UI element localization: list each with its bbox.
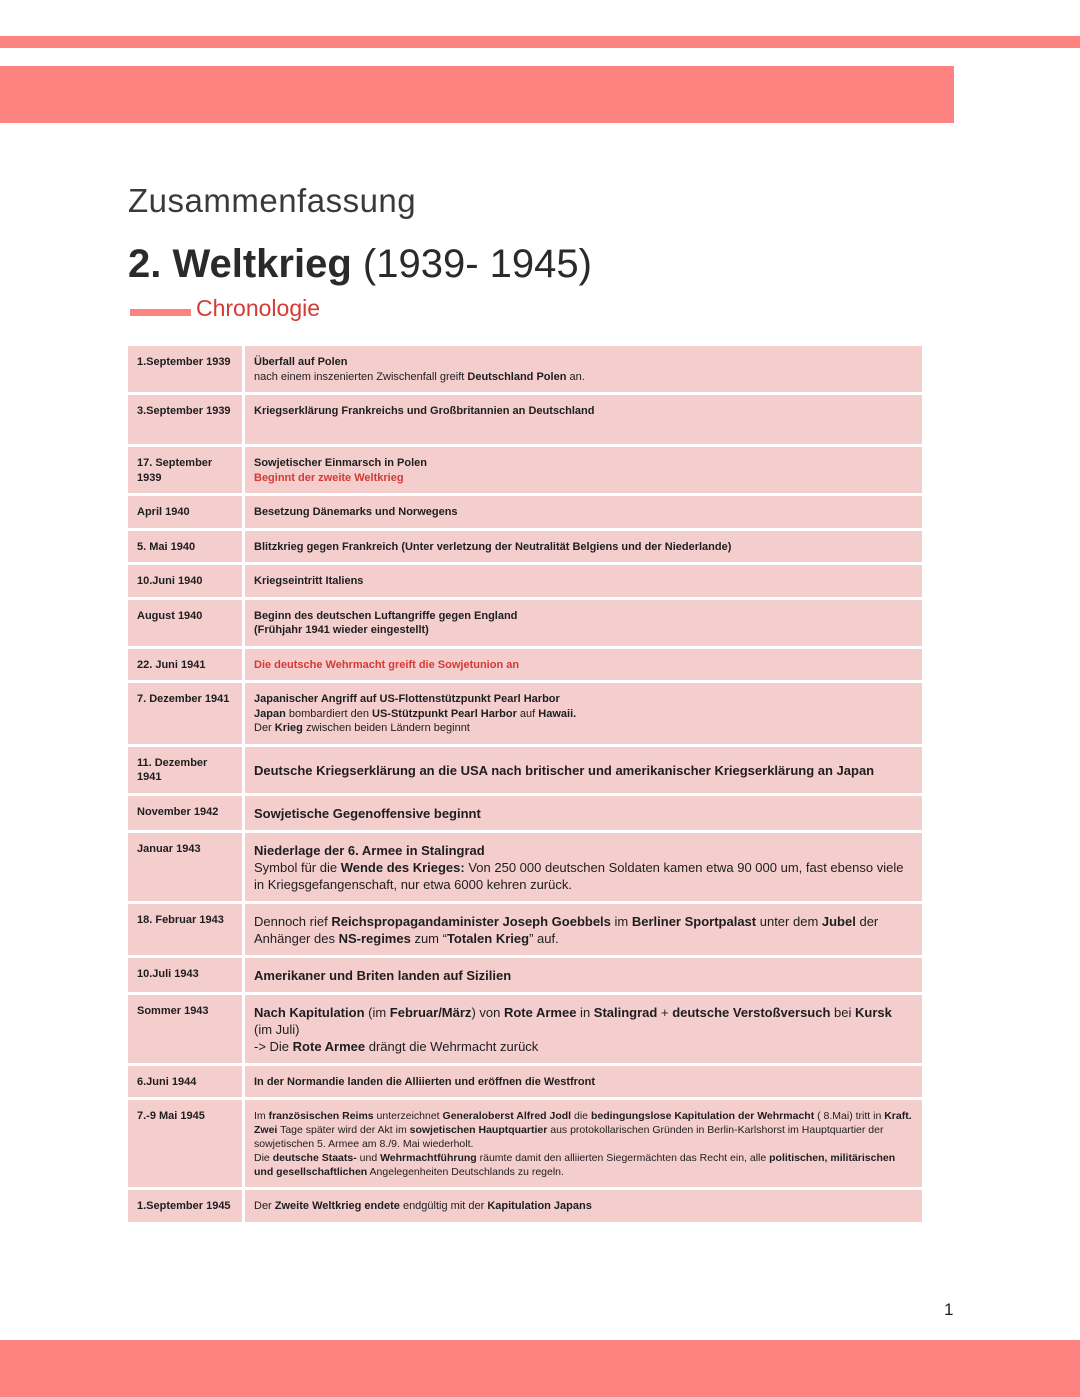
row-date: 7.-9 Mai 1945 — [128, 1100, 242, 1187]
event-text: Kursk — [855, 1004, 892, 1020]
row-event — [242, 600, 922, 646]
header-accent-line — [0, 36, 1080, 48]
chronology-table — [128, 343, 922, 1225]
row-date: 17. September 1939 — [128, 447, 242, 493]
row-date: 10.Juni 1940 — [128, 565, 242, 597]
event-text: Hawaii. — [538, 707, 577, 720]
row-date: April 1940 — [128, 496, 242, 528]
event-text: Zwei — [254, 1124, 278, 1136]
event-text: ) von — [471, 1004, 504, 1020]
row-event — [242, 1066, 922, 1098]
event-text: Februar/März — [389, 1004, 472, 1020]
section-accent-bar — [130, 309, 191, 316]
event-text: bedingungslose Kapitulation der Wehrmacht — [590, 1110, 815, 1122]
event-detail — [254, 1123, 913, 1151]
row-date: 18. Februar 1943 — [128, 904, 242, 955]
event-text: drängt die Wehrmacht zurück — [365, 1038, 539, 1054]
event-text: US-Stützpunkt Pearl Harbor — [372, 707, 517, 720]
event-text: räumte damit den alliierten Siegermächten das Recht ein, alle — [476, 1152, 770, 1164]
row-date: Januar 1943 — [128, 833, 242, 901]
event-text: Im — [254, 1110, 269, 1122]
event-title: Blitzkrieg gegen Frankreich (Unter verletzung der Neutralität Belgiens und der Niederlande) — [254, 540, 732, 553]
page-number: 1 — [944, 1300, 954, 1319]
event-detail — [254, 370, 913, 385]
event-text: Tage später wird der Akt im — [277, 1124, 410, 1136]
event-title: Deutsche Kriegserklärung an die USA nach britischer und amerikanischer Kriegserklärung an Japan — [254, 762, 875, 778]
event-text: ” auf. — [529, 930, 559, 946]
event-text: die — [571, 1110, 591, 1122]
event-text: bombardiert den — [285, 707, 373, 720]
event-text: zum “ — [410, 930, 447, 946]
event-detail: (Frühjahr 1941 wieder eingestellt) — [254, 624, 429, 636]
event-text: Kapitulation Japans — [487, 1200, 592, 1212]
table-row — [128, 1066, 922, 1098]
event-title: Niederlage der 6. Armee in Stalingrad — [254, 842, 485, 858]
row-event — [242, 958, 922, 992]
row-date: 10.Juli 1943 — [128, 958, 242, 992]
event-text: Dennoch rief — [254, 913, 332, 929]
event-text: -> Die — [254, 1038, 293, 1054]
event-text: deutsche Verstoßversuch — [672, 1004, 831, 1020]
event-text: bei — [830, 1004, 855, 1020]
header-band — [0, 66, 954, 123]
footer-band — [0, 1340, 1080, 1397]
event-title: Beginn des deutschen Luftangriffe gegen England — [254, 609, 518, 622]
row-date: 6.Juni 1944 — [128, 1066, 242, 1098]
row-event — [242, 447, 922, 493]
event-detail — [254, 1109, 913, 1123]
row-date: 11. Dezember 1941 — [128, 747, 242, 793]
event-text: ( 8.Mai) tritt in — [814, 1110, 885, 1122]
event-highlight: Beginnt der zweite Weltkrieg — [254, 471, 404, 484]
page-subtitle: Zusammenfassung — [128, 182, 417, 219]
event-text: NS-regimes — [338, 930, 411, 946]
event-text: Jubel — [821, 913, 856, 929]
event-text: Deutschland Polen — [467, 370, 567, 383]
table-row — [128, 683, 922, 744]
row-date: 7. Dezember 1941 — [128, 683, 242, 744]
row-date: August 1940 — [128, 600, 242, 646]
table-row — [128, 958, 922, 992]
event-text: der Anhänger des — [254, 913, 879, 946]
row-date: November 1942 — [128, 796, 242, 830]
row-event — [242, 683, 922, 744]
row-date: 22. Juni 1941 — [128, 649, 242, 681]
row-event — [242, 904, 922, 955]
event-detail — [254, 707, 913, 722]
event-title: In der Normandie landen die Alliierten und eröffnen die Westfront — [254, 1075, 596, 1088]
event-text: deutsche Staats- — [272, 1152, 357, 1164]
event-text: unterzeichnet — [373, 1110, 443, 1122]
event-text: Wende des Krieges: — [340, 859, 465, 875]
event-text: Kraft. — [884, 1110, 912, 1122]
event-title: Kriegserklärung Frankreichs und Großbritannien an Deutschland — [254, 405, 595, 417]
event-text: + — [657, 1004, 673, 1020]
table-row — [128, 346, 922, 392]
event-detail — [254, 721, 913, 736]
row-event — [242, 747, 922, 793]
event-detail — [254, 1151, 913, 1179]
row-event — [242, 995, 922, 1063]
title-main: 2. Weltkrieg — [128, 242, 352, 286]
table-row — [128, 531, 922, 563]
event-detail — [254, 1038, 913, 1055]
event-text: in — [576, 1004, 594, 1020]
event-text: nach einem inszenierten Zwischenfall greift — [254, 370, 468, 383]
table-row — [128, 1190, 922, 1222]
event-text: sowjetischen Hauptquartier — [409, 1124, 548, 1136]
event-detail — [254, 1004, 913, 1038]
event-text: aus protokollarischen Gründen in Berlin-Karlshorst im Hauptquartier der sowjetischen 5. Armee am 8./9. Mai wiederholt. — [254, 1124, 884, 1150]
event-title: Sowjetische Gegenoffensive beginnt — [254, 805, 481, 821]
event-text: Reichspropagandaminister Joseph Goebbels — [331, 913, 611, 929]
table-row — [128, 995, 922, 1063]
event-highlight: Die deutsche Wehrmacht greift die Sowjetunion an — [254, 658, 520, 671]
table-row — [128, 1100, 922, 1187]
table-row — [128, 649, 922, 681]
event-text: an. — [566, 370, 585, 383]
event-text: Der — [254, 1200, 275, 1212]
event-text: Rote Armee — [292, 1038, 366, 1054]
event-text: Der — [254, 722, 275, 734]
table-row — [128, 796, 922, 830]
event-text: Symbol für die — [254, 859, 341, 875]
event-text: (im Juli) — [254, 1021, 300, 1037]
event-text: französischen Reims — [268, 1110, 374, 1122]
event-detail — [254, 913, 913, 947]
event-text: Von 250 000 deutschen Soldaten kamen etwa 90 000 um, fast ebenso viele in Kriegsgefangenschaft, nur etwa 6000 kehren zurück. — [254, 859, 904, 892]
table-row — [128, 904, 922, 955]
event-text: Krieg — [274, 722, 303, 734]
event-text: im — [610, 913, 632, 929]
event-text: Stalingrad — [593, 1004, 658, 1020]
event-text: Angelegenheiten Deutschlands zu regeln. — [367, 1166, 564, 1178]
row-event — [242, 649, 922, 681]
event-text: Japan — [254, 707, 286, 720]
event-text: und — [356, 1152, 381, 1164]
row-date: 5. Mai 1940 — [128, 531, 242, 563]
event-text: Rote Armee — [503, 1004, 577, 1020]
event-text: politischen, militärischen und gesellschaftlichen — [254, 1152, 896, 1178]
event-text: unter dem — [756, 913, 822, 929]
table-row — [128, 496, 922, 528]
title-years: (1939- 1945) — [351, 242, 592, 286]
row-event — [242, 1100, 922, 1187]
row-event — [242, 833, 922, 901]
table-row — [128, 747, 922, 793]
event-text: Berliner Sportpalast — [631, 913, 757, 929]
row-event — [242, 796, 922, 830]
table-row — [128, 395, 922, 444]
event-text: Die — [254, 1152, 273, 1164]
row-date: Sommer 1943 — [128, 995, 242, 1063]
event-text: Zweite Weltkrieg endete — [274, 1200, 400, 1212]
row-event — [242, 496, 922, 528]
event-title: Sowjetischer Einmarsch in Polen — [254, 457, 427, 469]
event-detail — [254, 1199, 913, 1214]
row-event — [242, 1190, 922, 1222]
event-text: Nach Kapitulation — [254, 1004, 365, 1020]
event-text: Generaloberst Alfred Jodl — [442, 1110, 572, 1122]
event-text: (im — [364, 1004, 390, 1020]
event-detail — [254, 859, 913, 893]
row-date: 1.September 1945 — [128, 1190, 242, 1222]
row-date: 1.September 1939 — [128, 346, 242, 392]
event-title: Japanischer Angriff auf US-Flottenstützpunkt Pearl Harbor — [254, 693, 560, 705]
event-text: Wehrmachtführung — [380, 1152, 477, 1164]
event-title: Kriegseintritt Italiens — [254, 575, 364, 587]
event-text: endgültig mit der — [399, 1200, 488, 1212]
row-event — [242, 346, 922, 392]
event-text: auf — [516, 707, 539, 720]
table-row — [128, 565, 922, 597]
section-label: Chronologie — [196, 295, 321, 321]
table-row — [128, 447, 922, 493]
table-row — [128, 600, 922, 646]
event-text: zwischen beiden Ländern beginnt — [302, 722, 470, 734]
table-row — [128, 833, 922, 901]
row-date: 3.September 1939 — [128, 395, 242, 444]
event-title: Amerikaner und Briten landen auf Sizilien — [254, 967, 512, 983]
row-event — [242, 531, 922, 563]
event-text: Totalen Krieg — [446, 930, 530, 946]
row-event — [242, 395, 922, 444]
event-title: Überfall auf Polen — [254, 356, 348, 368]
row-event — [242, 565, 922, 597]
page-title — [128, 242, 592, 287]
event-title: Besetzung Dänemarks und Norwegens — [254, 506, 458, 518]
